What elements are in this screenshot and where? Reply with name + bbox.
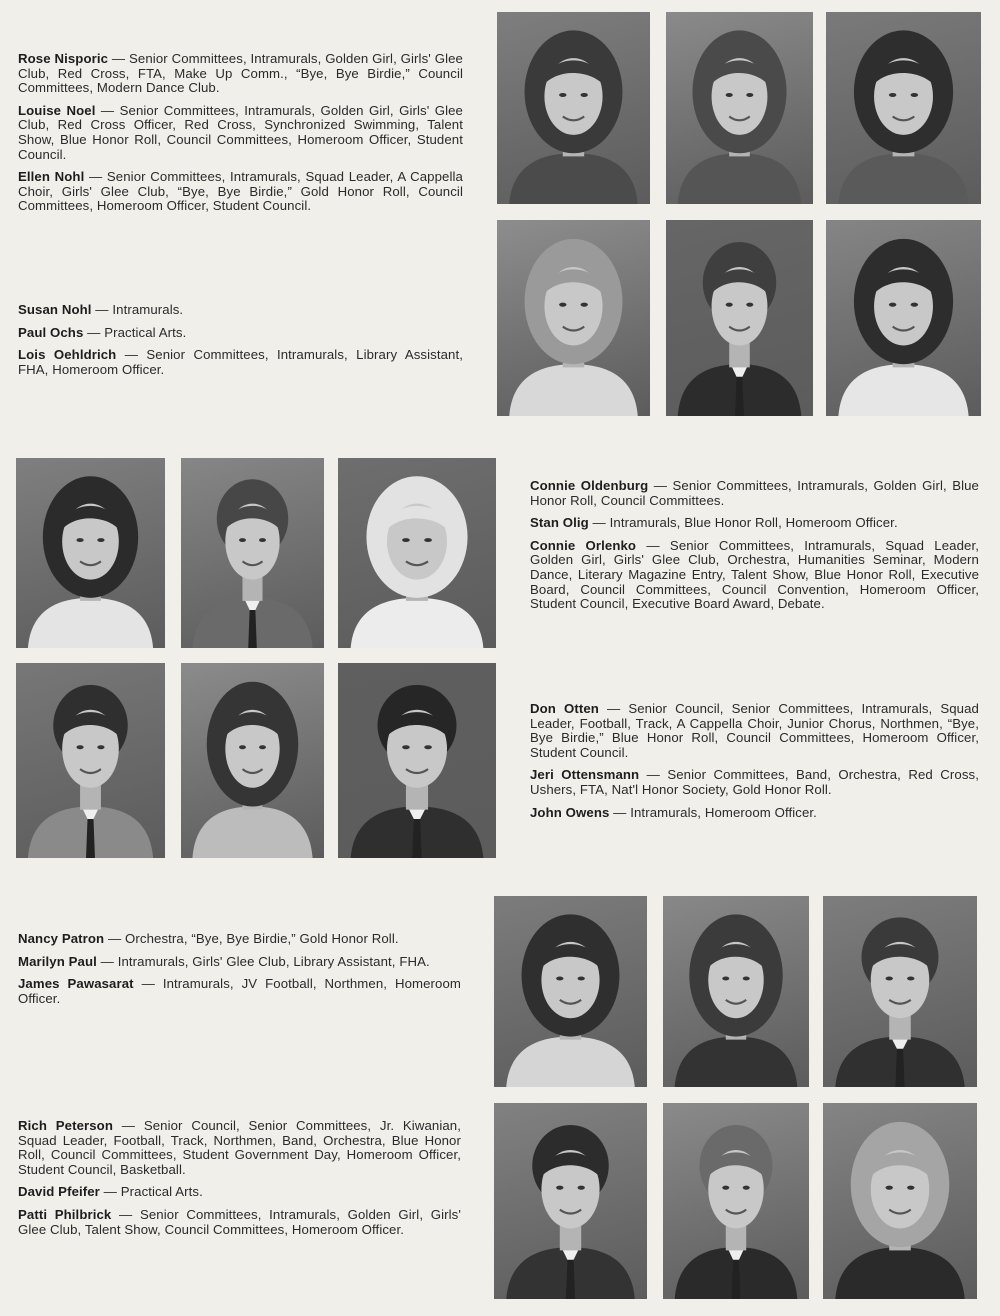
tie-shape xyxy=(412,819,421,858)
eye-shape xyxy=(911,303,918,307)
bio-entry: Ellen Nohl — Senior Committees, Intramurals, Squad Leader, A Cappella Choir, Girls' Glee Club, “Bye, Bye Birdie,” Gold Honor Roll, Council Committees, Homeroom Officer, Student Council. xyxy=(18,169,463,214)
eye-shape xyxy=(556,977,563,981)
eye-shape xyxy=(559,303,566,307)
eye-shape xyxy=(746,303,753,307)
clothing-shape xyxy=(506,1037,635,1087)
portrait-silhouette xyxy=(826,220,981,416)
eye-shape xyxy=(76,745,83,749)
portrait-photo xyxy=(823,1103,977,1299)
portrait-silhouette xyxy=(823,1103,977,1299)
bio-entry: Stan Olig — Intramurals, Blue Honor Roll, Homeroom Officer. xyxy=(530,515,898,531)
student-name: Lois Oehldrich xyxy=(18,347,117,363)
bio-entry: Nancy Patron — Orchestra, “Bye, Bye Birdie,” Gold Honor Roll. xyxy=(18,931,399,946)
eye-shape xyxy=(907,1186,914,1190)
student-activities: Intramurals. xyxy=(112,302,184,317)
student-name: Paul Ochs xyxy=(18,324,84,340)
eye-shape xyxy=(726,93,733,97)
clothing-shape xyxy=(509,364,638,416)
portrait-photo xyxy=(338,458,496,648)
eye-shape xyxy=(722,977,729,981)
eye-shape xyxy=(746,93,753,97)
student-name: David Pfeifer xyxy=(18,1184,100,1200)
tie-shape xyxy=(566,1260,575,1299)
student-name: Stan Olig xyxy=(530,515,589,531)
bio-block-4 xyxy=(530,702,979,828)
student-activities: Senior Committees, Intramurals, Golden Girl, Girls' Glee Club, Red Cross Officer, Red Cross, Synchronized Swimming, Talent Show, Blue Honor Roll, Council Committees, Homeroom Officer, Student Council. xyxy=(18,102,463,162)
portrait-photo xyxy=(663,1103,809,1299)
bio-block-2 xyxy=(18,303,463,385)
portrait-photo xyxy=(826,12,981,204)
student-name: Marilyn Paul xyxy=(18,953,97,969)
eye-shape xyxy=(578,977,585,981)
student-name: Connie Oldenburg xyxy=(530,478,649,493)
student-name: Jeri Ottensmann xyxy=(530,767,640,783)
eye-shape xyxy=(402,745,410,749)
portrait-silhouette xyxy=(494,896,647,1087)
student-activities: Intramurals, Homeroom Officer. xyxy=(630,804,817,820)
eye-shape xyxy=(581,93,588,97)
portrait-photo xyxy=(16,458,165,648)
student-activities: Senior Committees, Intramurals, Golden Girl, Blue Honor Roll, Council Committees. xyxy=(530,478,979,508)
portrait-silhouette xyxy=(826,12,981,204)
student-activities: Senior Committees, Intramurals, Squad Leader, Golden Girl, Girls' Glee Club, Orchestra, Humanities Seminar, Modern Dance, Literary Magazine Entry, Talent Show, Blue Honor Roll, Executive Board, Council Committees, Council Convention, Homeroom Officer, Student Council, Executive Board Award, Debate. xyxy=(530,537,979,612)
student-name: James Pawasarat xyxy=(18,976,134,992)
bio-entry: Rich Peterson — Senior Council, Senior Committees, Jr. Kiwanian, Squad Leader, Football, Track, Northmen, Band, Orchestra, Blue Honor Roll, Council Committees, Student Government Day, Homeroom Officer, Student Council, Basketball. xyxy=(18,1118,461,1177)
eye-shape xyxy=(722,1186,729,1190)
portrait-photo xyxy=(16,663,165,858)
eye-shape xyxy=(907,977,914,981)
portrait-silhouette xyxy=(16,663,165,858)
eye-shape xyxy=(889,303,896,307)
eye-shape xyxy=(726,303,733,307)
student-name: Ellen Nohl xyxy=(18,169,85,185)
clothing-shape xyxy=(675,1037,798,1087)
portrait-photo xyxy=(494,896,647,1087)
student-name: Louise Noel xyxy=(18,102,96,118)
tie-shape xyxy=(895,1049,904,1087)
eye-shape xyxy=(743,1186,750,1190)
bio-entry: David Pfeifer — Practical Arts. xyxy=(18,1184,203,1200)
clothing-shape xyxy=(192,807,312,858)
portrait-silhouette xyxy=(497,220,650,416)
eye-shape xyxy=(889,93,896,97)
portrait-silhouette xyxy=(338,663,496,858)
bio-entry: Rose Nisporic — Senior Committees, Intramurals, Golden Girl, Girls' Glee Club, Red Cross, FTA, Make Up Comm., “Bye, Bye Birdie,” Council Committees, Modern Dance Club. xyxy=(18,51,463,96)
eye-shape xyxy=(424,745,432,749)
bio-block-3 xyxy=(530,479,979,620)
portrait-photo xyxy=(666,220,813,416)
student-name: Patti Philbrick xyxy=(18,1206,112,1222)
student-activities: Intramurals, Girls' Glee Club, Library Assistant, FHA. xyxy=(117,953,430,969)
portrait-photo xyxy=(497,220,650,416)
clothing-shape xyxy=(835,1247,964,1299)
portrait-photo xyxy=(338,663,496,858)
portrait-silhouette xyxy=(666,12,813,204)
portrait-silhouette xyxy=(666,220,813,416)
bio-block-1 xyxy=(18,52,463,222)
portrait-silhouette xyxy=(181,663,324,858)
bio-entry: Patti Philbrick — Senior Committees, Intramurals, Golden Girl, Girls' Glee Club, Talent Show, Council Committees, Homeroom Officer. xyxy=(18,1206,461,1237)
clothing-shape xyxy=(509,153,638,204)
portrait-silhouette xyxy=(181,458,324,648)
student-activities: Intramurals, JV Football, Northmen, Homeroom Officer. xyxy=(18,976,461,1006)
portrait-silhouette xyxy=(663,1103,809,1299)
bio-entry: Jeri Ottensmann — Senior Committees, Band, Orchestra, Red Cross, Ushers, FTA, Nat'l Honor Society, Gold Honor Roll. xyxy=(530,767,979,797)
student-name: Nancy Patron xyxy=(18,931,105,946)
portrait-silhouette xyxy=(823,896,977,1087)
bio-entry: John Owens — Intramurals, Homeroom Officer. xyxy=(530,804,817,820)
student-activities: Senior Council, Senior Committees, Intramurals, Squad Leader, Football, Track, A Cappella Choir, Junior Chorus, Northmen, “Bye, Bye Birdie,” Blue Honor Roll, Council Committees, Homeroom Officer, Student Council. xyxy=(530,701,979,760)
bio-entry: Don Otten — Senior Council, Senior Committees, Intramurals, Squad Leader, Football, Track, A Cappella Choir, Junior Chorus, Northmen, “Bye, Bye Birdie,” Blue Honor Roll, Council Committees, Homeroom Officer, Student Council. xyxy=(530,701,979,760)
bio-block-5 xyxy=(18,932,461,1014)
portrait-silhouette xyxy=(16,458,165,648)
student-activities: Senior Committees, Intramurals, Library Assistant, FHA, Homeroom Officer. xyxy=(18,347,463,377)
eye-shape xyxy=(559,93,566,97)
eye-shape xyxy=(578,1186,585,1190)
eye-shape xyxy=(259,745,266,749)
student-name: Susan Nohl xyxy=(18,302,92,317)
student-name: Rich Peterson xyxy=(18,1118,113,1133)
tie-shape xyxy=(86,819,95,858)
portrait-silhouette xyxy=(663,896,809,1087)
portrait-photo xyxy=(826,220,981,416)
portrait-photo xyxy=(823,896,977,1087)
student-activities: Senior Committees, Intramurals, Squad Leader, A Cappella Choir, Girls' Glee Club, “Bye, Bye Birdie,” Gold Honor Roll, Council Committees, Homeroom Officer, Student Council. xyxy=(18,169,463,214)
student-activities: Senior Council, Senior Committees, Jr. Kiwanian, Squad Leader, Football, Track, Northmen, Band, Orchestra, Blue Honor Roll, Council Committees, Student Government Day, Homeroom Officer, Student Council, Basketball. xyxy=(18,1118,461,1177)
portrait-photo xyxy=(494,1103,647,1299)
clothing-shape xyxy=(678,153,801,204)
eye-shape xyxy=(239,538,246,542)
bio-entry: James Pawasarat — Intramurals, JV Football, Northmen, Homeroom Officer. xyxy=(18,976,461,1006)
eye-shape xyxy=(886,977,893,981)
student-name: Rose Nisporic xyxy=(18,51,109,66)
bio-entry: Marilyn Paul — Intramurals, Girls' Glee Club, Library Assistant, FHA. xyxy=(18,953,430,969)
clothing-shape xyxy=(28,598,153,648)
eye-shape xyxy=(97,538,104,542)
eye-shape xyxy=(97,745,104,749)
eye-shape xyxy=(76,538,83,542)
student-activities: Intramurals, Blue Honor Roll, Homeroom Officer. xyxy=(609,515,898,531)
eye-shape xyxy=(743,977,750,981)
portrait-photo xyxy=(181,663,324,858)
eye-shape xyxy=(239,745,246,749)
student-activities: Senior Committees, Intramurals, Golden Girl, Girls' Glee Club, Red Cross, FTA, Make Up Comm., “Bye, Bye Birdie,” Council Committees, Modern Dance Club. xyxy=(18,51,463,96)
student-activities: Senior Committees, Band, Orchestra, Red Cross, Ushers, FTA, Nat'l Honor Society, Gold Honor Roll. xyxy=(530,767,979,797)
eye-shape xyxy=(911,93,918,97)
portrait-photo xyxy=(181,458,324,648)
bio-entry: Louise Noel — Senior Committees, Intramurals, Golden Girl, Girls' Glee Club, Red Cross Officer, Red Cross, Synchronized Swimming, Talent Show, Blue Honor Roll, Council Committees, Homeroom Officer, Student Council. xyxy=(18,102,463,162)
student-activities: Practical Arts. xyxy=(120,1184,203,1200)
eye-shape xyxy=(556,1186,563,1190)
bio-entry: Connie Oldenburg — Senior Committees, Intramurals, Golden Girl, Blue Honor Roll, Council Committees. xyxy=(530,478,979,508)
eye-shape xyxy=(424,538,432,542)
student-activities: Orchestra, “Bye, Bye Birdie,” Gold Honor Roll. xyxy=(125,931,399,946)
clothing-shape xyxy=(351,598,484,648)
portrait-silhouette xyxy=(338,458,496,648)
bio-entry: Paul Ochs — Practical Arts. xyxy=(18,324,187,340)
bio-entry: Susan Nohl — Intramurals. xyxy=(18,302,184,317)
tie-shape xyxy=(732,1260,741,1299)
eye-shape xyxy=(886,1186,893,1190)
bio-entry: Connie Orlenko — Senior Committees, Intramurals, Squad Leader, Golden Girl, Girls' Glee Club, Orchestra, Humanities Seminar, Modern Dance, Literary Magazine Entry, Talent Show, Blue Honor Roll, Executive Board, Council Committees, Council Convention, Homeroom Officer, Student Council, Executive Board Award, Debate. xyxy=(530,537,979,612)
clothing-shape xyxy=(838,153,968,204)
portrait-silhouette xyxy=(497,12,650,204)
student-name: Connie Orlenko xyxy=(530,537,637,553)
eye-shape xyxy=(259,538,266,542)
portrait-photo xyxy=(666,12,813,204)
clothing-shape xyxy=(838,364,968,416)
tie-shape xyxy=(248,610,257,648)
student-name: Don Otten xyxy=(530,701,599,716)
portrait-photo xyxy=(497,12,650,204)
eye-shape xyxy=(581,303,588,307)
eye-shape xyxy=(402,538,410,542)
portrait-photo xyxy=(663,896,809,1087)
bio-block-6 xyxy=(18,1119,461,1245)
student-name: John Owens xyxy=(530,804,610,820)
student-activities: Practical Arts. xyxy=(104,324,187,340)
portrait-silhouette xyxy=(494,1103,647,1299)
tie-shape xyxy=(735,377,744,416)
bio-entry: Lois Oehldrich — Senior Committees, Intramurals, Library Assistant, FHA, Homeroom Officer. xyxy=(18,347,463,377)
student-activities: Senior Committees, Intramurals, Golden Girl, Girls' Glee Club, Talent Show, Council Committees, Homeroom Officer. xyxy=(18,1206,461,1237)
